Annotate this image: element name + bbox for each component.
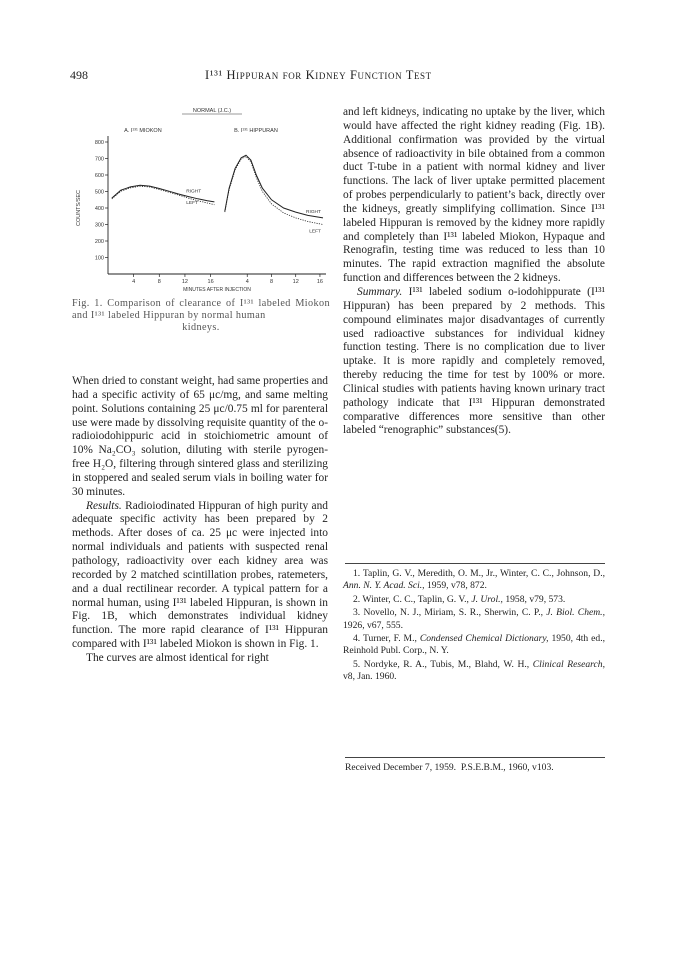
reference-journal: J. Biol. Chem., — [546, 607, 605, 619]
reference-details: 1958, v79, 573. — [502, 593, 566, 605]
reference-details: v8, Jan. 1960. — [343, 671, 397, 683]
x-tick-label: 12 — [181, 279, 189, 285]
x-tick-label: 8 — [157, 279, 161, 285]
received-rule — [345, 757, 605, 758]
annotation-right: RIGHT — [306, 209, 321, 215]
annotation-left: LEFT — [186, 201, 198, 207]
received-date: Received December 7, 1959. — [345, 762, 457, 773]
reference-5 — [343, 659, 605, 684]
reference-number: 5. — [353, 658, 364, 670]
results-paragraph — [72, 500, 328, 652]
annotation-left: LEFT — [309, 229, 321, 235]
summary-paragraph — [343, 286, 605, 438]
annotation-right: RIGHT — [186, 189, 202, 195]
caption-line-1: Fig. 1. Comparison of clearance of I¹³¹ labeled — [72, 298, 291, 309]
y-tick-label: 800 — [94, 140, 104, 146]
reference-authors: Winter, C. C., Taplin, G. V., — [362, 593, 472, 605]
page-number: 498 — [70, 68, 88, 82]
x-tick-label: 16 — [207, 279, 214, 285]
methods-paragraph: When dried to constant weight, had same properties and had a specific activity of 65 μc/mg, and same melting point. Solutions containing 25 μc/0.75 ml for parenteral use were made by dissolving requisite quantity of the o-radioiodohippuric acid in stoichiometric amount of 10% Na₂CO₃ solution, diluting with sterile pyrogen-free H₂O, filtering through sintered glass and sterilizing in stoppered and sealed serum vials in boiling water for 30 minutes. — [72, 375, 328, 498]
reference-number: 3. — [353, 607, 364, 619]
y-axis-label: COUNTS/SEC — [76, 189, 82, 227]
panel-label: A. I¹³¹ MIOKON — [124, 128, 162, 134]
summary-text: I¹³¹ labeled sodium o-iodohippurate (I¹³¹ Hippuran) has been prepared by 2 methods. This compound eliminates major disadvantages of currently used radioactive substances for individual kidney function testing. There is no complication due to liver uptake. It is more rapidly and completely removed, thereby reducing the time for test by 100% or more. Clinical studies with patients having known urinary tract pathology indicate that I¹³¹ Hippuran demonstrated comparative differences more sensitive than other labeled “renographic” substances(5). — [343, 285, 605, 437]
x-tick-label: 16 — [316, 279, 324, 285]
curves-paragraph: The curves are almost identical for right — [86, 651, 269, 664]
reference-authors: Turner, F. M., — [362, 633, 420, 645]
y-tick-label: 300 — [94, 222, 104, 229]
journal-citation: P.S.E.B.M., 1960, v103. — [460, 762, 554, 773]
series-line-right — [225, 155, 323, 218]
continuation-paragraph: and left kidneys, indicating no uptake by the liver, which would have affected the right kidney reading (Fig. 1B). Additional confirmation was provided by the virtual absence of radioactivity in bile obtained from a common duct T-tube in a patient with normal kidney and liver functions. The lack of liver uptake permitted placement of probes perpendicularly to patient’s back, directly over the kidneys, greatly simplifying collimation. Since I¹³¹ labeled Hippuran is removed by the kidney more rapidly and completely than I¹³¹ labeled Miokon, Hypaque and Renografin, testing time was reduced to less than 10 minutes. The rapid extraction magnified the absolute function and differences between the 2 kidneys. — [343, 106, 605, 285]
reference-2 — [343, 594, 605, 606]
x-tick-label: 8 — [269, 279, 274, 285]
chart-title: NORMAL (J.C.) — [192, 108, 232, 114]
reference-details: 1926, v67, 555. — [343, 619, 403, 631]
x-tick-label: 4 — [132, 279, 136, 285]
panel-label: B. I¹³¹ HIPPURAN — [234, 128, 278, 134]
reference-authors: Nordyke, R. A., Tubis, M., Blahd, W. H., — [363, 658, 533, 670]
left-column — [72, 375, 328, 666]
reference-authors: Novello, N. J., Miriam, S. R., Sherwin, C. P., — [363, 607, 547, 619]
reference-number: 1. — [353, 568, 363, 579]
caption-line-3: kidneys. — [182, 322, 220, 333]
reference-journal: Condensed Chemical Dictionary, — [419, 633, 549, 645]
x-tick-label: 4 — [245, 279, 249, 285]
reference-journal: J. Urol., — [471, 593, 503, 605]
figure-1-chart — [70, 100, 332, 296]
summary-lead: Summary. — [357, 285, 403, 298]
results-lead: Results. — [86, 499, 122, 512]
references-rule — [345, 563, 605, 564]
right-column — [343, 106, 605, 438]
figure-caption — [72, 298, 330, 334]
y-tick-label: 500 — [94, 189, 104, 196]
references-list — [343, 568, 605, 685]
reference-number: 4. — [353, 633, 363, 645]
results-text: Radioiodinated Hippuran of high purity and adequate specific activity has been prepared by 2 methods. After doses of ca. 25 μc were injected into normal individuals and patients with suspected renal pathology, radioactivity over each kidney area was recorded by 2 matched scintillation probes, ratemeters, and a dual rectilinear recorder. A typical pattern for a normal human, using I¹³¹ labeled Hippuran, is shown in Fig. 1B, which demonstrates individual kidney function. The more rapid clearance of I¹³¹ Hippuran compared with I¹³¹ labeled Miokon is shown in Fig. 1. — [72, 499, 328, 651]
y-tick-label: 600 — [94, 173, 104, 179]
reference-1 — [343, 568, 605, 593]
y-tick-label: 200 — [94, 239, 104, 245]
y-tick-label: 700 — [94, 156, 104, 163]
reference-4 — [343, 633, 605, 658]
x-tick-label: 12 — [292, 279, 299, 285]
running-title: I¹³¹ Hippuran for Kidney Function Test — [205, 68, 432, 82]
reference-journal: Ann. N. Y. Acad. Sci., — [343, 580, 425, 592]
y-tick-label: 400 — [94, 206, 104, 212]
reference-journal: Clinical Research, — [532, 658, 605, 670]
caption-line-2: Miokon and I¹³¹ labeled Hippuran by normal human — [72, 298, 330, 321]
x-axis-label: MINUTES AFTER INJECTION — [183, 287, 251, 293]
reference-number: 2. — [353, 593, 363, 605]
received-line — [345, 762, 607, 773]
y-tick-label: 100 — [94, 255, 104, 262]
reference-details: 1950, 4th ed., Reinhold Publ. Corp., N. Y. — [343, 633, 605, 657]
reference-authors: Taplin, G. V., Meredith, O. M., Jr., Winter, C. C., Johnson, D., — [362, 568, 605, 579]
reference-details: 1959, v78, 872. — [424, 580, 487, 592]
reference-3 — [343, 607, 605, 632]
